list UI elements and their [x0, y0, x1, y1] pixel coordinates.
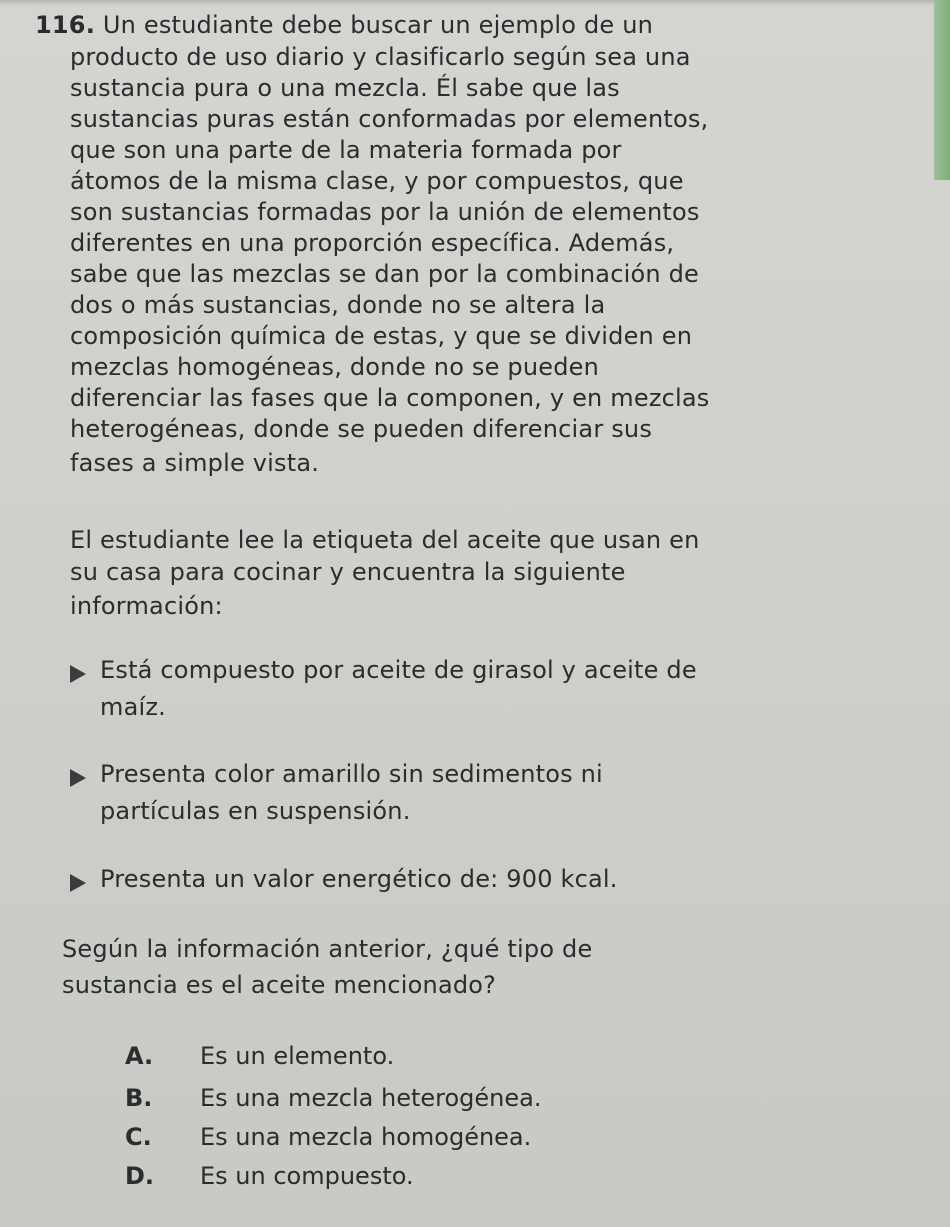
- paragraph1-line: son sustancias formadas por la unión de elementos: [70, 198, 700, 226]
- bullet-line: Presenta un valor energético de: 900 kcal.: [100, 865, 618, 893]
- paragraph1-line: composición química de estas, y que se dividen en: [70, 322, 693, 350]
- bullet-line: Está compuesto por aceite de girasol y aceite de: [100, 656, 697, 684]
- prompt-line: Según la información anterior, ¿qué tipo de: [62, 935, 593, 963]
- paragraph1-line: fases a simple vista.: [70, 449, 320, 477]
- bullet-arrow-icon: [70, 665, 86, 683]
- question-number: 116.: [35, 11, 96, 39]
- bullet-line: partículas en suspensión.: [100, 797, 411, 825]
- paragraph1-line: diferenciar las fases que la componen, y en mezclas: [70, 384, 710, 412]
- paragraph2-line: El estudiante lee la etiqueta del aceite que usan en: [70, 526, 700, 554]
- option-letter: B.: [125, 1084, 153, 1112]
- paragraph1-line: átomos de la misma clase, y por compuestos, que: [70, 167, 684, 195]
- option-letter: C.: [125, 1123, 152, 1151]
- option-letter: D.: [125, 1162, 155, 1190]
- paragraph1-line: sustancias puras están conformadas por elementos,: [70, 105, 709, 133]
- paragraph1-line: sabe que las mezclas se dan por la combinación de: [70, 260, 699, 288]
- paragraph1-line: diferentes en una proporción específica. Además,: [70, 229, 675, 257]
- paragraph2-line: información:: [70, 592, 223, 620]
- bullet-arrow-icon: [70, 874, 86, 892]
- option-text: Es una mezcla homogénea.: [200, 1123, 532, 1151]
- paragraph2-line: su casa para cocinar y encuentra la siguiente: [70, 558, 626, 586]
- paragraph1-line: que son una parte de la materia formada por: [70, 136, 622, 164]
- paragraph1-line: dos o más sustancias, donde no se altera la: [70, 291, 606, 319]
- page-edge-strip: [934, 0, 950, 180]
- prompt-line: sustancia es el aceite mencionado?: [62, 971, 497, 999]
- bullet-line: maíz.: [100, 693, 166, 721]
- bullet-line: Presenta color amarillo sin sedimentos ni: [100, 760, 603, 788]
- option-letter: A.: [125, 1042, 154, 1070]
- page-shadow: [0, 0, 950, 6]
- paragraph1-line: Un estudiante debe buscar un ejemplo de un: [102, 11, 654, 39]
- paragraph1-line: mezclas homogéneas, donde no se pueden: [70, 353, 600, 381]
- option-text: Es un elemento.: [200, 1042, 395, 1070]
- bullet-arrow-icon: [70, 769, 86, 787]
- option-text: Es un compuesto.: [200, 1162, 414, 1190]
- option-text: Es una mezcla heterogénea.: [200, 1084, 542, 1112]
- paragraph1-line: producto de uso diario y clasificarlo según sea una: [70, 43, 691, 71]
- paragraph1-line: sustancia pura o una mezcla. Él sabe que las: [70, 74, 620, 102]
- question-first-line: [35, 10, 653, 40]
- paragraph1-line: heterogéneas, donde se pueden diferenciar sus: [70, 415, 653, 443]
